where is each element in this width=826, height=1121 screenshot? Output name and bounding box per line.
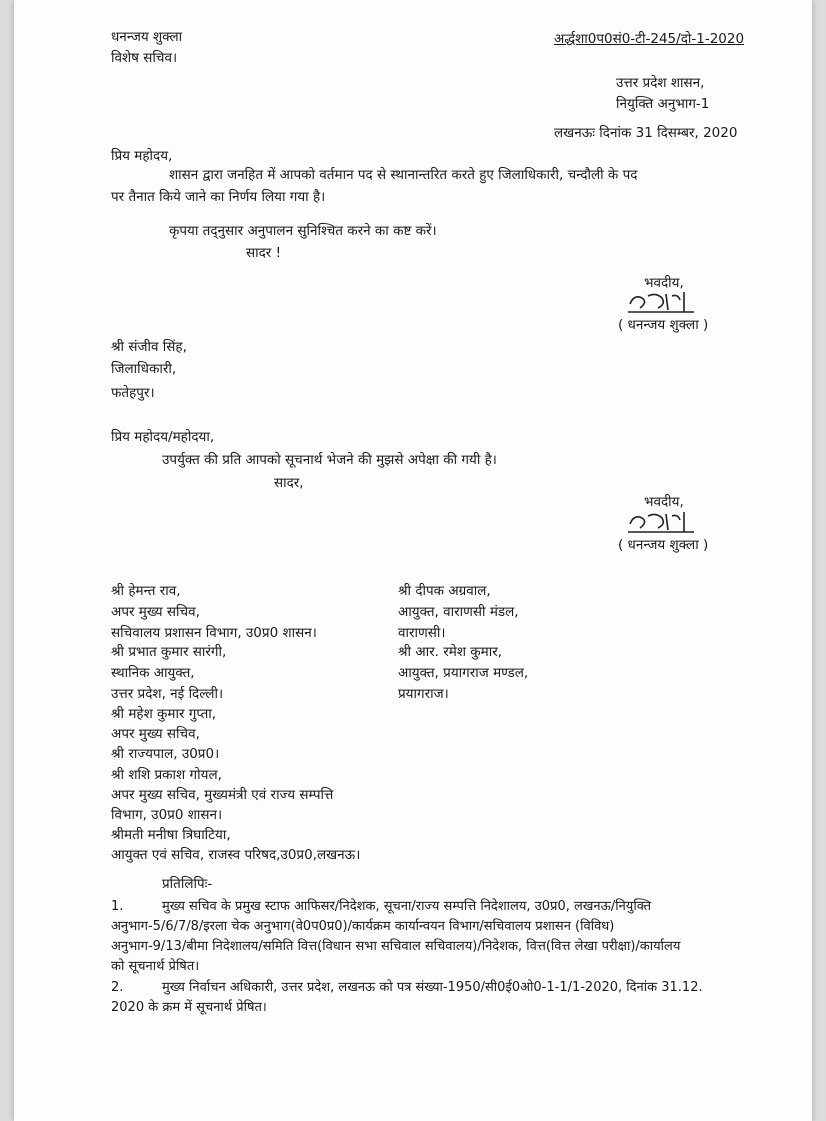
addressee-left-line: अपर मुख्य सचिव, [111,604,200,620]
letter-page [14,0,812,1121]
signature-image [626,290,696,318]
recipient-name: श्री संजीव सिंह, [111,339,187,355]
valediction: भवदीय, [644,275,684,291]
copies-heading: प्रतिलिपिः- [162,876,213,892]
addressee-left-line: श्री राज्यपाल, उ0प्र0। [111,746,220,762]
addressee-left-line: विभाग, उ0प्र0 शासन। [111,807,223,823]
addressee-left-line: आयुक्त एवं सचिव, राजस्व परिषद,उ0प्र0,लखनऊ। [111,847,361,863]
sender-name: धनन्जय शुक्ला [111,29,183,45]
copy-item-number: 1. [111,899,124,914]
signatory: ( धनन्जय शुक्ला ) [618,317,709,333]
closing: सादर ! [246,245,282,261]
copy-closing: सादर, [274,475,304,491]
addressee-right-line: वाराणसी। [398,625,446,641]
copy-item-1-line-4: को सूचनार्थ प्रेषित। [111,959,200,974]
copy-signatory: ( धनन्जय शुक्ला ) [618,537,709,553]
addressee-left-line: स्थानिक आयुक्त, [111,665,195,681]
copy-body: उपर्युक्त की प्रति आपको सूचनार्थ भेजने की मुझसे अपेक्षा की गयी है। [162,452,497,468]
addressee-right-line: आयुक्त, वाराणसी मंडल, [398,604,519,620]
addressee-left-line: सचिवालय प्रशासन विभाग, उ0प्र0 शासन। [111,625,317,641]
recipient-place: फतेहपुर। [111,385,155,401]
reference-number: अर्द्धशा0प0सं0-टी-245/दो-1-2020 [554,31,745,47]
addressee-left-line: अपर मुख्य सचिव, मुख्यमंत्री एवं राज्य सम्पत्ति [111,787,334,803]
addressee-left-line: श्री हेमन्त राव, [111,583,181,599]
office-section: नियुक्ति अनुभाग-1 [616,96,710,112]
letter-date: लखनऊः दिनांक 31 दिसम्बर, 2020 [554,125,738,141]
request-line: कृपया तद्नुसार अनुपालन सुनिश्चित करने का कष्ट करें। [169,223,437,239]
addressee-left-line: उत्तर प्रदेश, नई दिल्ली। [111,686,224,702]
sender-designation: विशेष सचिव। [111,50,178,66]
copy-signature-image [626,510,696,538]
copy-item-number: 2. [111,980,124,995]
addressee-right-line: श्री आर. रमेश कुमार, [398,644,503,660]
addressee-left-line: श्रीमती मनीषा त्रिघाटिया, [111,827,231,843]
copy-salutation: प्रिय महोदय/महोदया, [111,429,215,445]
addressee-left-line: श्री प्रभात कुमार सारंगी, [111,644,227,660]
addressee-right-line: श्री दीपक अग्रवाल, [398,583,491,599]
copy-item-1-line-2: अनुभाग-5/6/7/8/इरला चेक अनुभाग(वे0प0प्र0)/कार्यक्रम कार्यान्वयन विभाग/सचिवालय प्रशासन (विविध) [111,919,615,934]
office-name: उत्तर प्रदेश शासन, [616,75,705,91]
body-line-1: शासन द्वारा जनहित में आपको वर्तमान पद से स्थानान्तरित करते हुए जिलाधिकारी, चन्दौली के पद [169,167,638,183]
salutation: प्रिय महोदय, [111,148,173,164]
copy-item-1-line-1: मुख्य सचिव के प्रमुख स्टाफ आफिसर/निदेशक, सूचना/राज्य सम्पत्ति निदेशालय, उ0प्र0, लखनऊ/नियुक्ति [162,899,652,914]
recipient-designation: जिलाधिकारी, [111,361,177,377]
addressee-left-line: अपर मुख्य सचिव, [111,726,200,742]
addressee-left-line: श्री महेश कुमार गुप्ता, [111,706,217,722]
addressee-right-line: प्रयागराज। [398,686,449,702]
body-line-2: पर तैनात किये जाने का निर्णय लिया गया है। [111,189,326,205]
copy-item-2-line-1: मुख्य निर्वाचन अधिकारी, उत्तर प्रदेश, लखनऊ को पत्र संख्या-1950/सी0ई0ओ0-1-1/1-2020, दिनांक 31.12. [162,980,703,995]
copy-valediction: भवदीय, [644,494,684,510]
copy-item-1-line-3: अनुभाग-9/13/बीमा निदेशालय/समिति वित्त(विधान सभा सचिवाल सचिवालय)/निदेशक, वित्त(वित्त लेखा परीक्षा)/कार्यालय [111,939,681,954]
addressee-left-line: श्री शशि प्रकाश गोयल, [111,767,222,783]
copy-item-2-line-2: 2020 के क्रम में सूचनार्थ प्रेषित। [111,1000,267,1015]
addressee-right-line: आयुक्त, प्रयागराज मण्डल, [398,665,529,681]
